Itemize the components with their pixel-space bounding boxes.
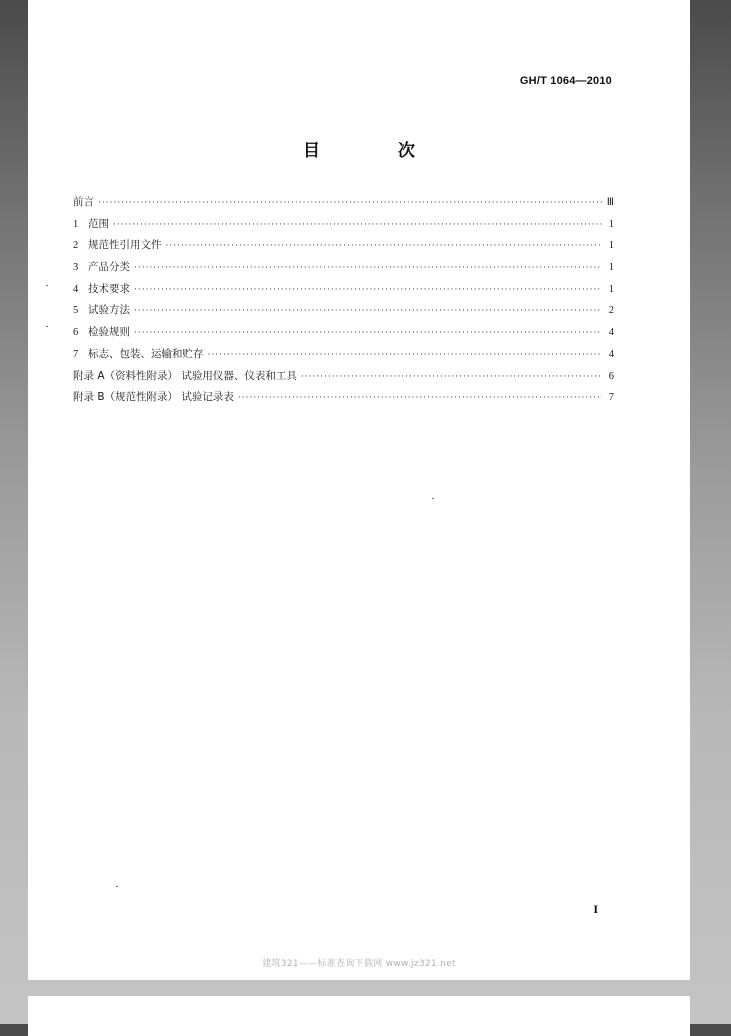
toc-entry-label: 附录 B（规范性附录） 试验记录表 bbox=[73, 391, 234, 404]
standard-number: GH/T 1064—2010 bbox=[519, 75, 612, 87]
toc-entry-number: 5 bbox=[73, 305, 79, 317]
next-page-edge bbox=[28, 996, 690, 1036]
scan-speck bbox=[46, 326, 48, 327]
toc-entry-label: 规范性引用文件 bbox=[88, 239, 162, 252]
scan-speck bbox=[116, 886, 118, 887]
toc-leader-dots bbox=[98, 198, 602, 208]
toc-leader-dots bbox=[134, 285, 602, 295]
toc-leader-dots bbox=[208, 350, 603, 360]
toc-entry-7[interactable] bbox=[73, 346, 614, 368]
toc-entry-5[interactable] bbox=[73, 302, 614, 324]
toc-entry-number: 7 bbox=[73, 348, 79, 360]
toc-entry-6[interactable] bbox=[73, 324, 614, 346]
toc-entry-number: 2 bbox=[73, 240, 79, 252]
toc-leader-dots bbox=[134, 328, 602, 338]
toc-entry-annex-b[interactable] bbox=[73, 389, 614, 411]
toc-leader-dots bbox=[134, 306, 602, 316]
toc-entry-number: 3 bbox=[73, 262, 79, 274]
toc-entry-number: 1 bbox=[73, 218, 79, 230]
toc-entry-page: 7 bbox=[608, 392, 614, 404]
scan-speck bbox=[432, 498, 434, 499]
toc-entry-page: Ⅲ bbox=[606, 197, 614, 208]
toc-entry-page: 6 bbox=[608, 370, 614, 382]
document-page bbox=[28, 0, 690, 980]
table-of-contents bbox=[73, 194, 614, 411]
toc-entry-label: 前言 bbox=[73, 196, 94, 208]
toc-entry-page: 1 bbox=[608, 218, 614, 230]
toc-entry-page: 1 bbox=[608, 283, 614, 295]
toc-entry-label: 试验方法 bbox=[88, 304, 130, 317]
toc-entry-number: 6 bbox=[73, 327, 79, 339]
toc-entry-label: 检验规则 bbox=[88, 326, 130, 339]
toc-entry-label: 技术要求 bbox=[88, 282, 130, 295]
toc-entry-page: 1 bbox=[608, 262, 614, 274]
toc-entry-label: 范围 bbox=[88, 217, 109, 230]
toc-leader-dots bbox=[301, 372, 602, 382]
toc-entry-page: 1 bbox=[608, 240, 614, 252]
toc-entry-2[interactable] bbox=[73, 237, 614, 259]
toc-entry-label: 标志、包装、运输和贮存 bbox=[88, 347, 204, 360]
watermark-text: 建筑321——标准查询下载网 www.jz321.net bbox=[262, 959, 456, 969]
toc-entry-foreword[interactable] bbox=[73, 194, 614, 216]
toc-entry-page: 4 bbox=[608, 327, 614, 339]
page-number: I bbox=[593, 902, 598, 916]
toc-leader-dots bbox=[238, 393, 602, 403]
toc-title: 目 次 bbox=[303, 141, 451, 161]
toc-entry-label: 附录 A（资料性附录） 试验用仪器、仪表和工具 bbox=[73, 369, 297, 382]
toc-entry-label: 产品分类 bbox=[88, 261, 130, 274]
toc-entry-3[interactable] bbox=[73, 259, 614, 281]
toc-leader-dots bbox=[166, 241, 603, 251]
toc-entry-1[interactable] bbox=[73, 216, 614, 238]
toc-entry-number: 4 bbox=[73, 283, 79, 295]
toc-entry-page: 4 bbox=[608, 348, 614, 360]
toc-entry-page: 2 bbox=[608, 305, 614, 317]
toc-entry-annex-a[interactable] bbox=[73, 368, 614, 390]
scan-speck bbox=[46, 285, 48, 286]
toc-leader-dots bbox=[113, 220, 602, 230]
toc-leader-dots bbox=[134, 263, 602, 273]
toc-entry-4[interactable] bbox=[73, 281, 614, 303]
